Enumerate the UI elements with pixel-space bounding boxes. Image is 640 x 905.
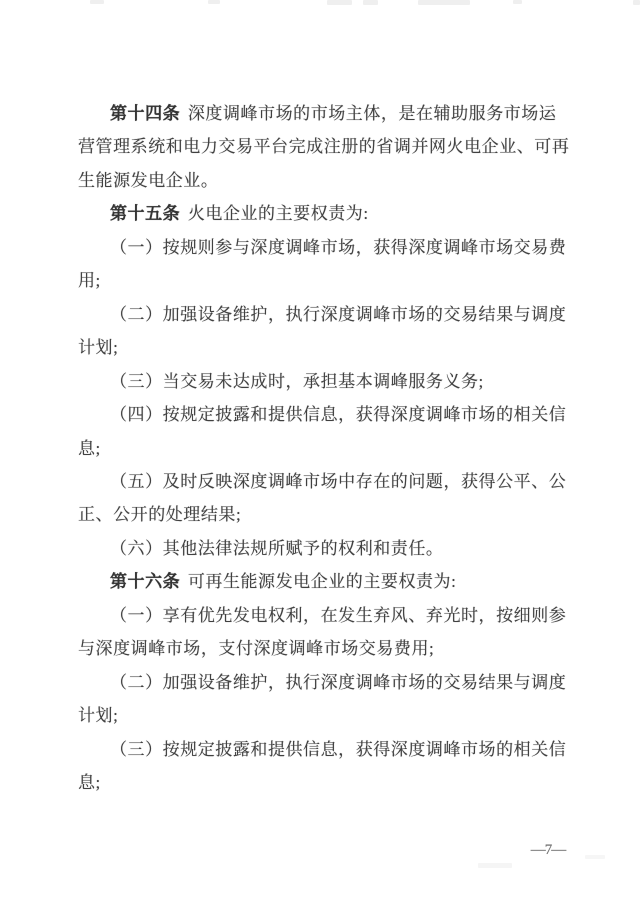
article-number: 第十六条	[110, 572, 181, 592]
page-number: —7—	[530, 842, 566, 858]
text-line	[78, 532, 570, 565]
text-line	[78, 264, 570, 297]
scan-artifact	[327, 0, 352, 5]
scan-artifact	[418, 0, 470, 5]
text-line	[78, 197, 570, 230]
text-line	[78, 465, 570, 498]
line-text: 计划;	[78, 338, 119, 358]
scan-artifact	[363, 0, 378, 5]
scan-artifact	[478, 863, 512, 868]
text-line	[78, 498, 570, 531]
scan-artifact	[585, 855, 605, 859]
text-line	[78, 331, 570, 364]
text-line	[78, 365, 570, 398]
line-text: 火电企业的主要权责为:	[187, 204, 369, 224]
line-text: 可再生能源发电企业的主要权责为:	[187, 572, 457, 592]
line-text: 生能源发电企业。	[78, 170, 219, 190]
text-line	[78, 599, 570, 632]
line-text: 息;	[78, 438, 101, 458]
text-line	[78, 231, 570, 264]
text-line	[78, 97, 570, 130]
text-line	[78, 432, 570, 465]
text-line	[78, 130, 570, 163]
scan-artifact	[513, 0, 522, 4]
scan-artifact	[90, 0, 104, 4]
line-text: 与深度调峰市场，支付深度调峰市场交易费用;	[78, 639, 435, 659]
article-number: 第十五条	[110, 204, 181, 224]
document-body	[78, 97, 570, 800]
text-line	[78, 565, 570, 598]
text-line	[78, 398, 570, 431]
scan-artifact	[633, 0, 640, 5]
line-text: （六）其他法律法规所赋予的权利和责任。	[110, 538, 444, 558]
text-line	[78, 699, 570, 732]
line-text: （一）享有优先发电权利，在发生弃风、弃光时，按细则参	[110, 605, 567, 625]
text-line	[78, 298, 570, 331]
line-text: 营管理系统和电力交易平台完成注册的省调并网火电企业、可再	[78, 137, 570, 157]
line-text: 用;	[78, 271, 101, 291]
text-line	[78, 766, 570, 799]
line-text: （三）按规定披露和提供信息，获得深度调峰市场的相关信	[110, 739, 567, 759]
article-number: 第十四条	[110, 104, 181, 123]
line-text: （一）按规则参与深度调峰市场，获得深度调峰市场交易费	[110, 237, 567, 257]
text-line	[78, 733, 570, 766]
line-text: 息;	[78, 773, 101, 793]
text-line	[78, 666, 570, 699]
line-text: 正、公开的处理结果;	[78, 505, 242, 525]
text-line	[78, 632, 570, 665]
line-text: （二）加强设备维护，执行深度调峰市场的交易结果与调度	[110, 672, 567, 692]
text-line	[78, 164, 570, 197]
line-text: （四）按规定披露和提供信息，获得深度调峰市场的相关信	[110, 405, 567, 425]
line-text: （三）当交易未达成时，承担基本调峰服务义务;	[110, 371, 484, 391]
line-text: 计划;	[78, 706, 119, 726]
line-text: （二）加强设备维护，执行深度调峰市场的交易结果与调度	[110, 304, 567, 324]
line-text: （五）及时反映深度调峰市场中存在的问题，获得公平、公	[110, 471, 567, 491]
line-text: 深度调峰市场的市场主体，是在辅助服务市场运	[187, 104, 557, 123]
scan-artifact	[208, 0, 220, 4]
